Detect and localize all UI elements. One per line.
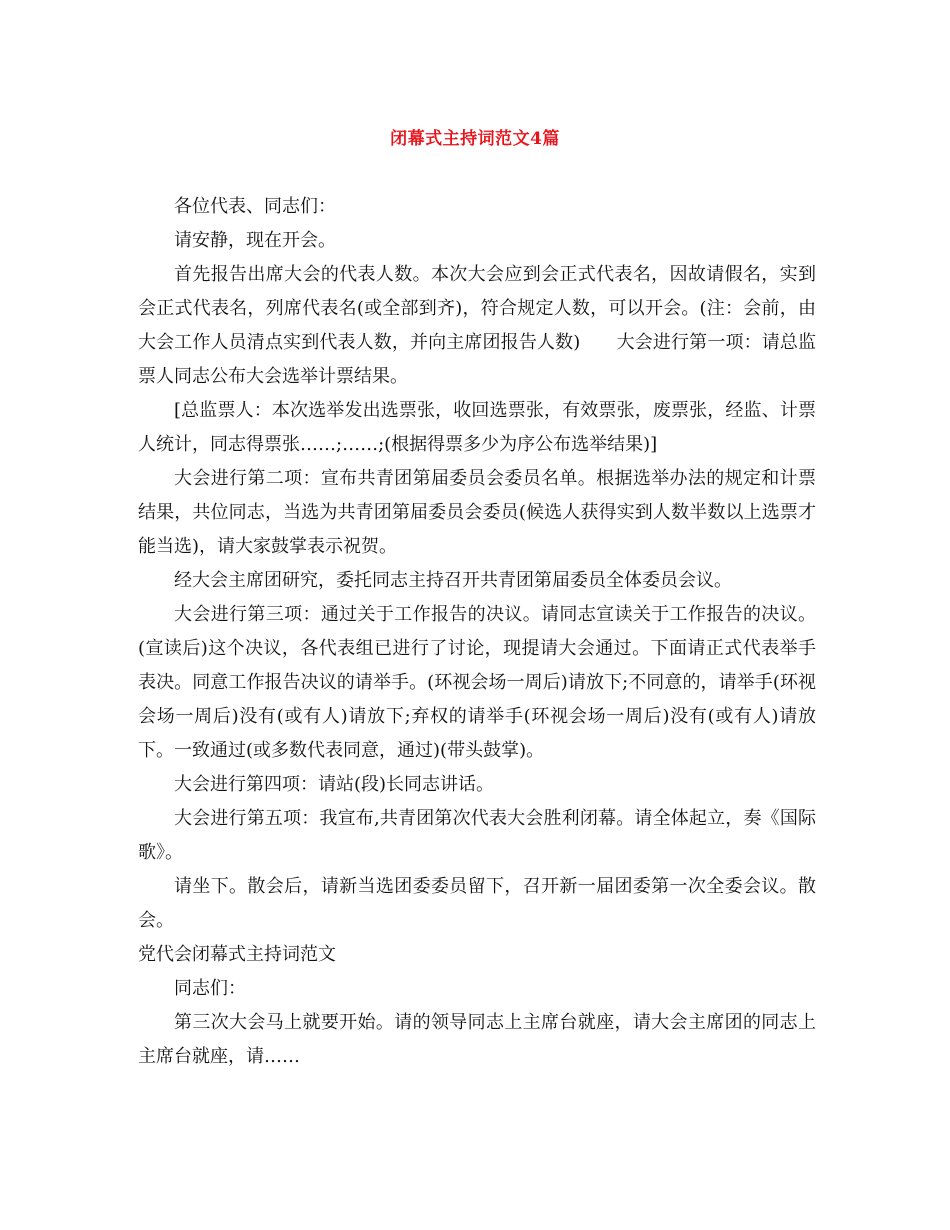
paragraph-vote-count: [总监票人：本次选举发出选票张，收回选票张，有效票张，废票张，经监、计票人统计，同志得票张……;……;(根据得票多少为序公布选举结果)] xyxy=(138,400,816,455)
paragraph-item-three: 大会进行第三项：通过关于工作报告的决议。请同志宣读关于工作报告的决议。(宣读后)这个决议，各代表组已进行了讨论，现提请大会通过。下面请正式代表举手表决。同意工作报告决议的请举手。(环视会场一周后)请放下;不同意的，请举手(环视会场一周后)没有(或有人)请放下;弃权的请举手(环视会场一周后)没有(或有人)请放下。一致通过(或多数代表同意，通过)(带头鼓掌)。 xyxy=(138,604,816,761)
paragraph-third-session: 第三次大会马上就要开始。请的领导同志上主席台就座，请大会主席团的同志上主席台就座，请…… xyxy=(138,1012,816,1067)
paragraph-item-four: 大会进行第四项：请站(段)长同志讲话。 xyxy=(174,774,495,795)
paragraph-adjourn: 请坐下。散会后，请新当选团委委员留下，召开新一届团委第一次全委会议。散会。 xyxy=(138,876,816,931)
paragraph-item-two: 大会进行第二项：宣布共青团第届委员会委员名单。根据选举办法的规定和计票结果，共位同志，当选为共青团第届委员会委员(候选人获得实到人数半数以上选票才能当选)，请大家鼓掌表示祝贺。 xyxy=(138,468,816,557)
section-heading: 党代会闭幕式主持词范文 xyxy=(138,944,336,965)
paragraph-item-five: 大会进行第五项：我宣布,共青团第次代表大会胜利闭幕。请全体起立，奏《国际歌》。 xyxy=(138,808,816,863)
paragraph-call-to-order: 请安静，现在开会。 xyxy=(174,230,336,251)
paragraph-comrades: 同志们： xyxy=(174,978,246,999)
paragraph-greeting: 各位代表、同志们： xyxy=(174,196,336,217)
document-title: 闭幕式主持词范文4篇 xyxy=(390,129,560,149)
paragraph-attendance-report: 首先报告出席大会的代表人数。本次大会应到会正式代表名，因故请假名，实到会正式代表名，列席代表名(或全部到齐)，符合规定人数，可以开会。(注：会前，由大会工作人员清点实到代表人数，并向主席团报告人数) 大会进行第一项：请总监票人同志公布大会选举计票结果。 xyxy=(138,264,816,387)
paragraph-presidium: 经大会主席团研究，委托同志主持召开共青团第届委员全体委员会议。 xyxy=(174,570,732,591)
document-body xyxy=(138,190,816,1074)
